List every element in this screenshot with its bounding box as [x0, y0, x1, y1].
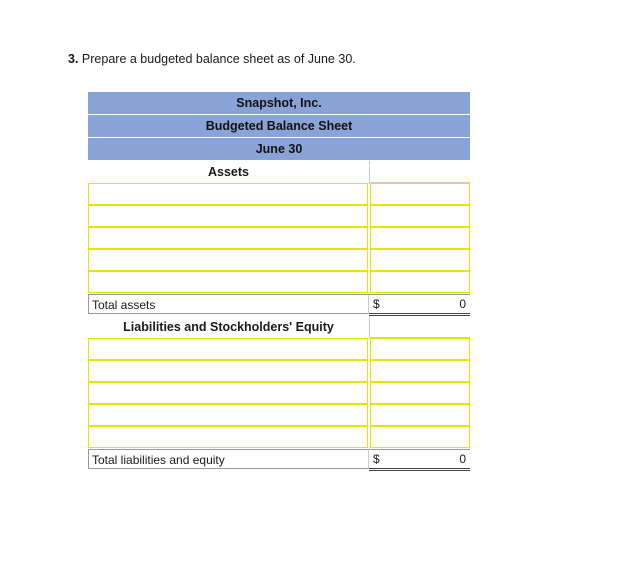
- asset-label-input[interactable]: [88, 227, 368, 249]
- currency-symbol: $: [373, 297, 380, 311]
- liability-row: [88, 360, 470, 382]
- balance-sheet-table: [88, 92, 470, 471]
- assets-section-header: [88, 161, 470, 183]
- question-prompt: [68, 51, 356, 67]
- total-liabilities-label: Total liabilities and equity: [88, 449, 369, 469]
- asset-amount-input[interactable]: [370, 249, 470, 271]
- asset-row: [88, 227, 470, 249]
- asset-amount-input[interactable]: [370, 271, 470, 293]
- asset-row: [88, 205, 470, 227]
- asset-row: [88, 183, 470, 205]
- company-name: Snapshot, Inc.: [88, 92, 470, 115]
- asset-label-input[interactable]: [88, 183, 368, 205]
- liability-label-input[interactable]: [88, 426, 368, 448]
- liabilities-heading: Liabilities and Stockholders' Equity: [88, 316, 370, 338]
- liability-amount-input[interactable]: [370, 338, 470, 360]
- total-liabilities-row: [88, 449, 470, 471]
- asset-row: [88, 271, 470, 293]
- liabilities-section-header: [88, 316, 470, 338]
- asset-row: [88, 249, 470, 271]
- liability-label-input[interactable]: [88, 360, 368, 382]
- asset-label-input[interactable]: [88, 271, 368, 293]
- currency-symbol: $: [373, 452, 380, 466]
- liability-row: [88, 382, 470, 404]
- liability-row: [88, 338, 470, 360]
- total-assets-value: 0: [459, 297, 466, 311]
- question-number: 3.: [68, 52, 79, 66]
- asset-amount-input[interactable]: [370, 183, 470, 205]
- liability-row: [88, 426, 470, 448]
- statement-title: Budgeted Balance Sheet: [88, 115, 470, 138]
- total-liabilities-value: 0: [459, 452, 466, 466]
- liability-amount-input[interactable]: [370, 360, 470, 382]
- asset-label-input[interactable]: [88, 205, 368, 227]
- asset-amount-input[interactable]: [370, 205, 470, 227]
- total-assets-row: [88, 294, 470, 316]
- asset-amount-input[interactable]: [370, 227, 470, 249]
- liability-amount-input[interactable]: [370, 426, 470, 448]
- total-liabilities-amount: [369, 449, 470, 471]
- asset-label-input[interactable]: [88, 249, 368, 271]
- liability-label-input[interactable]: [88, 404, 368, 426]
- liability-label-input[interactable]: [88, 382, 368, 404]
- total-assets-label: Total assets: [88, 294, 369, 314]
- question-text: Prepare a budgeted balance sheet as of June 30.: [81, 52, 356, 66]
- liability-label-input[interactable]: [88, 338, 368, 360]
- assets-heading: Assets: [88, 161, 370, 183]
- total-assets-amount: [369, 294, 470, 316]
- liability-amount-input[interactable]: [370, 404, 470, 426]
- statement-date: June 30: [88, 138, 470, 161]
- liability-row: [88, 404, 470, 426]
- liability-amount-input[interactable]: [370, 382, 470, 404]
